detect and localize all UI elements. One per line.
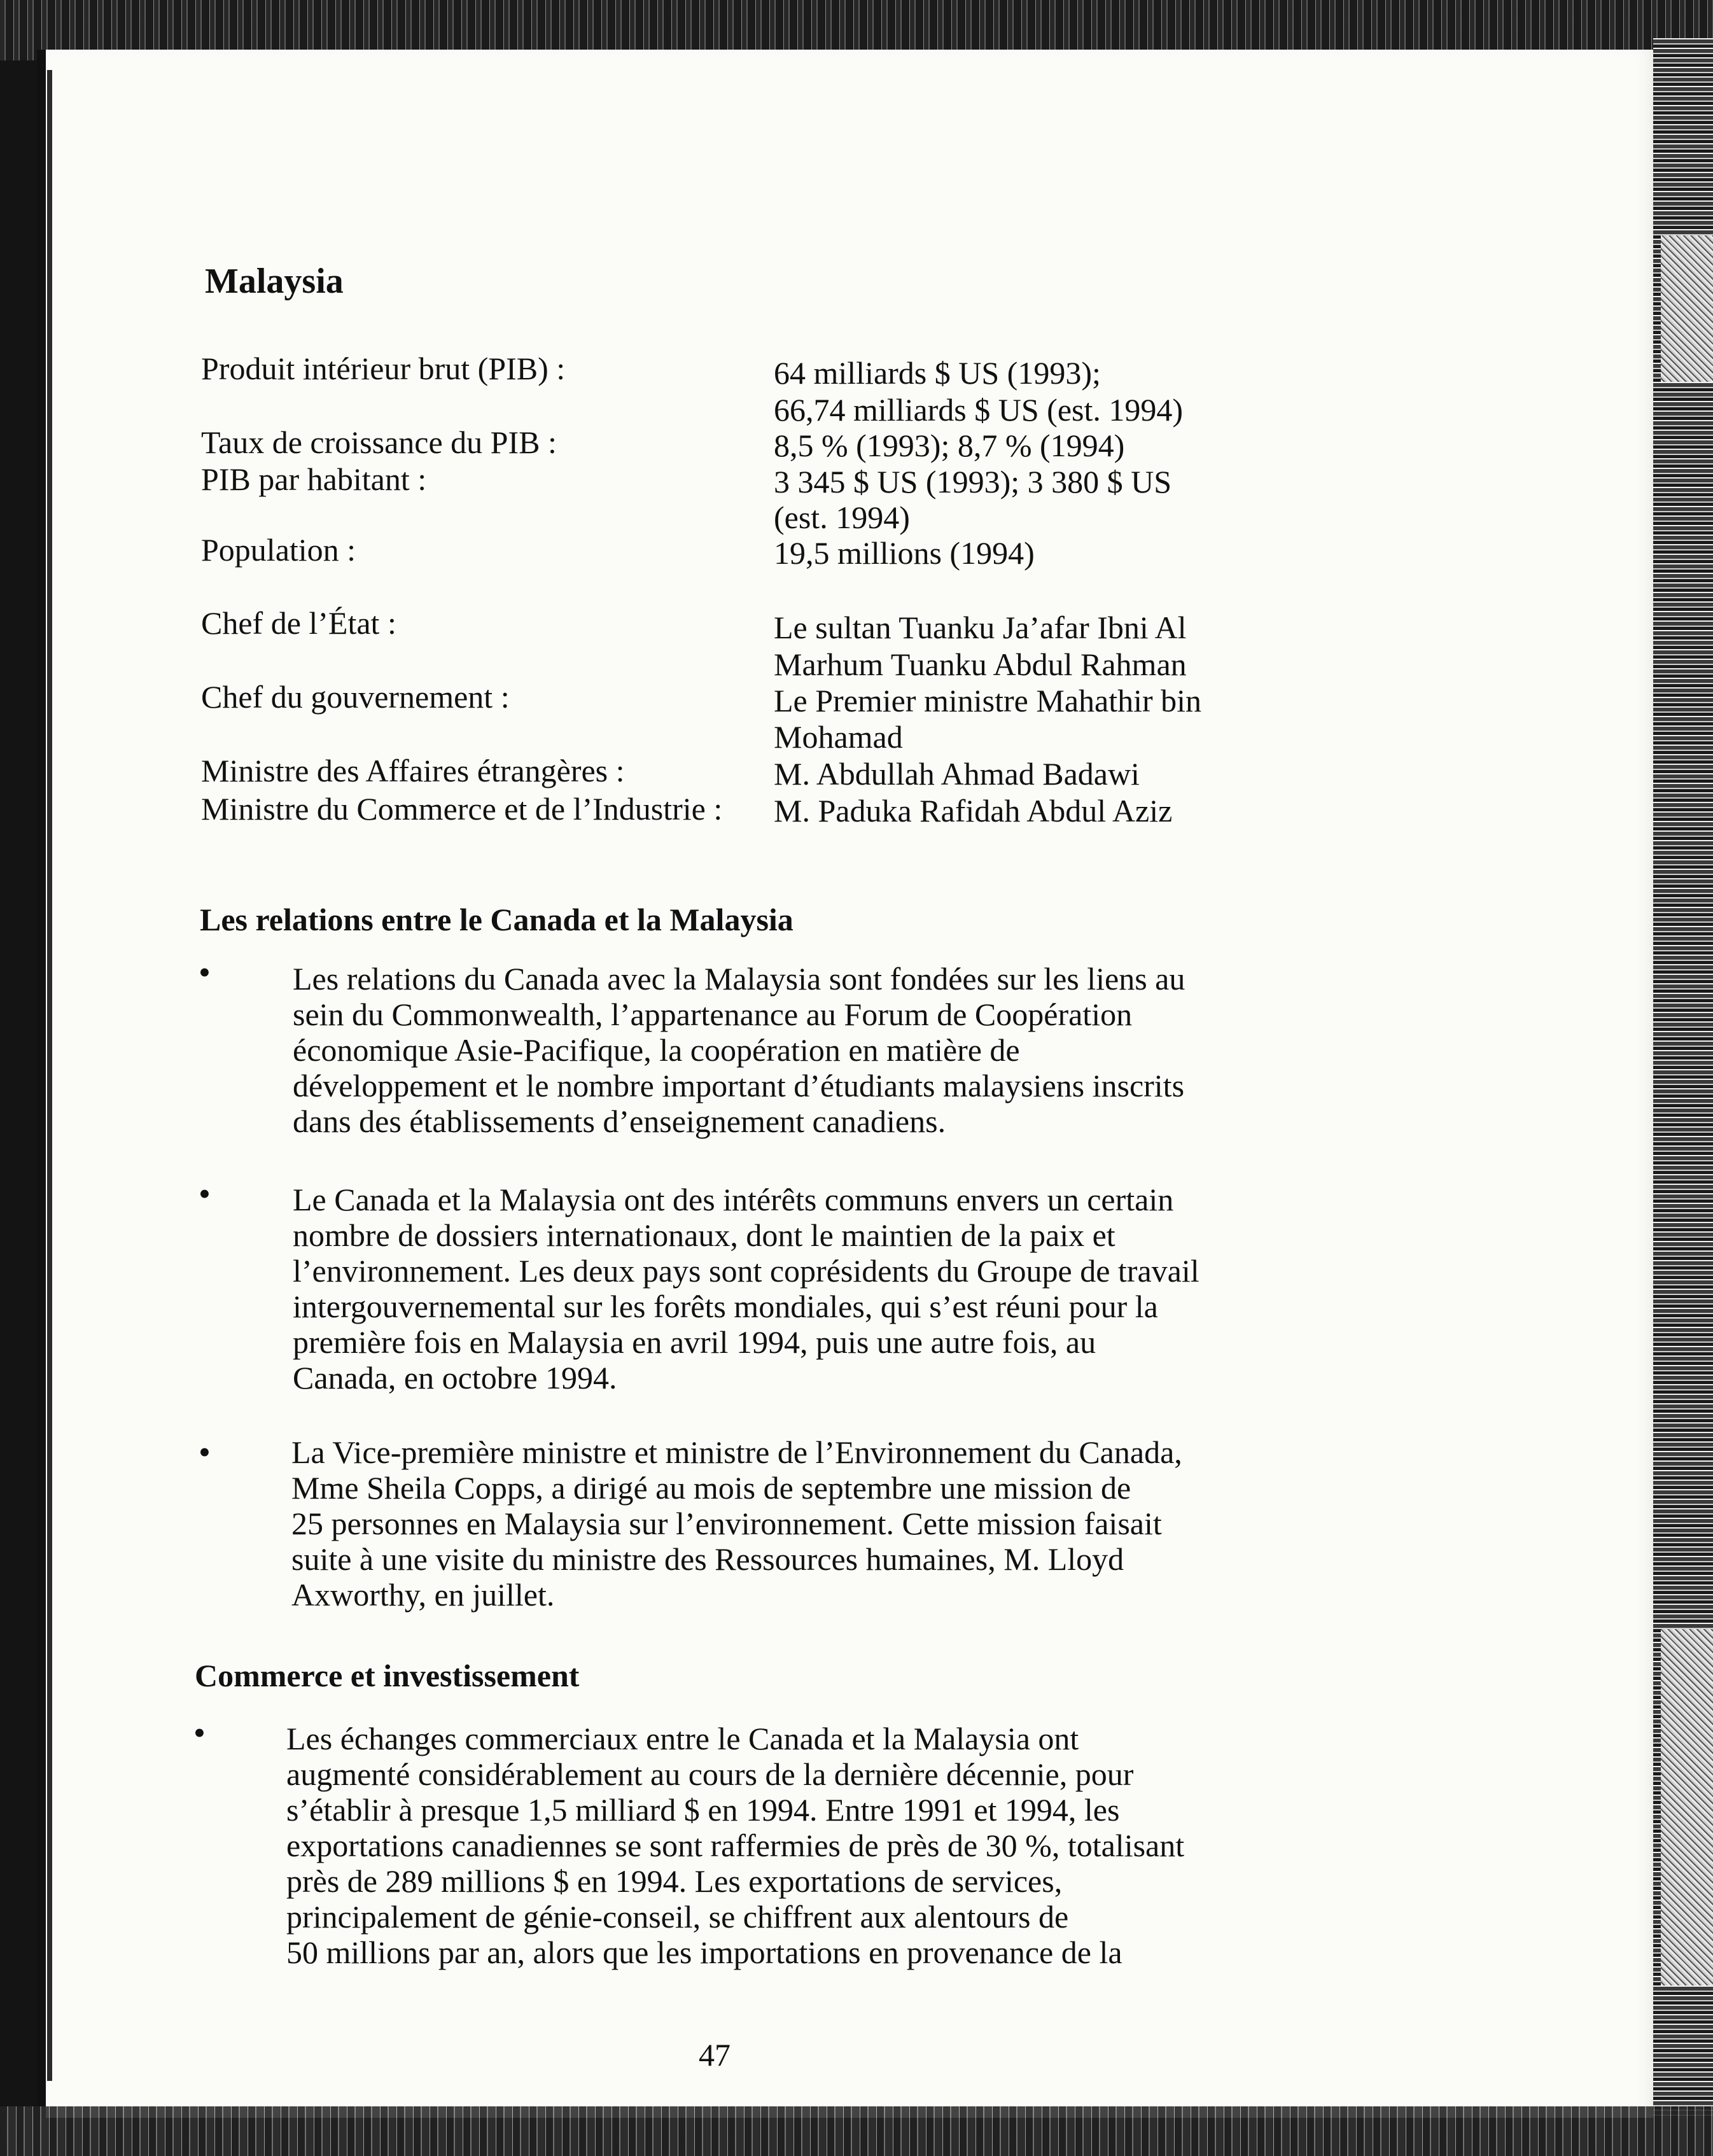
scan-border-bottom <box>0 2106 1713 2156</box>
fact-value: 64 milliards $ US (1993); <box>774 355 1101 391</box>
text-line: 25 personnes en Malaysia sur l’environnement. Cette mission faisait <box>291 1506 1162 1541</box>
bullet-marker: • <box>193 1714 206 1752</box>
text-line: Le Canada et la Malaysia ont des intérêts communs envers un certain <box>293 1182 1174 1217</box>
page-title: Malaysia <box>205 262 344 301</box>
fact-value: Le Premier ministre Mahathir bin <box>774 683 1202 718</box>
fact-label: Chef de l’État : <box>201 605 396 641</box>
fact-label: PIB par habitant : <box>201 461 427 497</box>
scan-artifact <box>1661 1629 1713 1985</box>
text-line: augmenté considérablement au cours de la dernière décennie, pour <box>286 1756 1134 1792</box>
fact-value: (est. 1994) <box>774 500 910 535</box>
text-line: développement et le nombre important d’étudiants malaysiens inscrits <box>293 1068 1185 1103</box>
bullet-paragraph <box>286 1721 1184 1970</box>
binding-shadow <box>47 70 52 2081</box>
bullet-paragraph <box>291 1434 1182 1613</box>
text-line: économique Asie-Pacifique, la coopération en matière de <box>293 1032 1020 1068</box>
fact-value: Marhum Tuanku Abdul Rahman <box>774 647 1187 682</box>
text-line: exportations canadiennes se sont raffermies de près de 30 %, totalisant <box>286 1828 1185 1863</box>
fact-value: 19,5 millions (1994) <box>774 535 1035 571</box>
scan-artifact <box>1661 235 1713 382</box>
bullet-marker: • <box>199 953 211 991</box>
fact-value: Le sultan Tuanku Ja’afar Ibni Al <box>774 610 1187 645</box>
fact-value: 8,5 % (1993); 8,7 % (1994) <box>774 428 1125 463</box>
fact-value: Mohamad <box>774 719 903 755</box>
text-line: Les échanges commerciaux entre le Canada et la Malaysia ont <box>286 1721 1079 1756</box>
fact-label: Taux de croissance du PIB : <box>201 424 557 460</box>
text-line: nombre de dossiers internationaux, dont le maintien de la paix et <box>293 1217 1115 1253</box>
fact-label: Ministre du Commerce et de l’Industrie : <box>201 791 723 827</box>
text-line: près de 289 millions $ en 1994. Les exportations de services, <box>286 1863 1063 1899</box>
bullet-paragraph <box>293 1182 1199 1396</box>
text-line: 50 millions par an, alors que les importations en provenance de la <box>286 1935 1122 1970</box>
text-line: sein du Commonwealth, l’appartenance au Forum de Coopération <box>293 997 1133 1032</box>
bullet-marker: • <box>199 1433 211 1471</box>
text-line: s’établir à presque 1,5 milliard $ en 1994. Entre 1991 et 1994, les <box>286 1792 1120 1828</box>
fact-value: M. Abdullah Ahmad Badawi <box>774 756 1140 792</box>
fact-label: Ministre des Affaires étrangères : <box>201 753 625 788</box>
text-line: suite à une visite du ministre des Ressources humaines, M. Lloyd <box>291 1541 1124 1577</box>
text-line: Les relations du Canada avec la Malaysia sont fondées sur les liens au <box>293 961 1185 997</box>
page-number: 47 <box>699 2037 731 2073</box>
fact-label: Produit intérieur brut (PIB) : <box>201 351 566 386</box>
text-line: l’environnement. Les deux pays sont coprésidents du Groupe de travail <box>293 1253 1199 1289</box>
fact-value: 66,74 milliards $ US (est. 1994) <box>774 392 1184 428</box>
fact-value: 3 345 $ US (1993); 3 380 $ US <box>774 464 1172 500</box>
text-line: principalement de génie-conseil, se chiffrent aux alentours de <box>286 1899 1069 1935</box>
section-heading: Les relations entre le Canada et la Malaysia <box>200 902 794 937</box>
text-line: Axworthy, en juillet. <box>291 1577 555 1613</box>
fact-label: Chef du gouvernement : <box>201 679 510 715</box>
text-line: première fois en Malaysia en avril 1994, puis une autre fois, au <box>293 1324 1096 1360</box>
bullet-paragraph <box>293 961 1185 1139</box>
text-line: dans des établissements d’enseignement canadiens. <box>293 1103 946 1139</box>
text-line: Canada, en octobre 1994. <box>293 1360 617 1396</box>
fact-label: Population : <box>201 532 356 568</box>
fact-value: M. Paduka Rafidah Abdul Aziz <box>774 793 1173 829</box>
text-line: Mme Sheila Copps, a dirigé au mois de septembre une mission de <box>291 1470 1131 1506</box>
section-heading: Commerce et investissement <box>195 1658 580 1693</box>
text-line: intergouvernemental sur les forêts mondiales, qui s’est réuni pour la <box>293 1289 1158 1324</box>
text-line: La Vice-première ministre et ministre de l’Environnement du Canada, <box>291 1434 1182 1470</box>
bullet-marker: • <box>199 1175 211 1213</box>
